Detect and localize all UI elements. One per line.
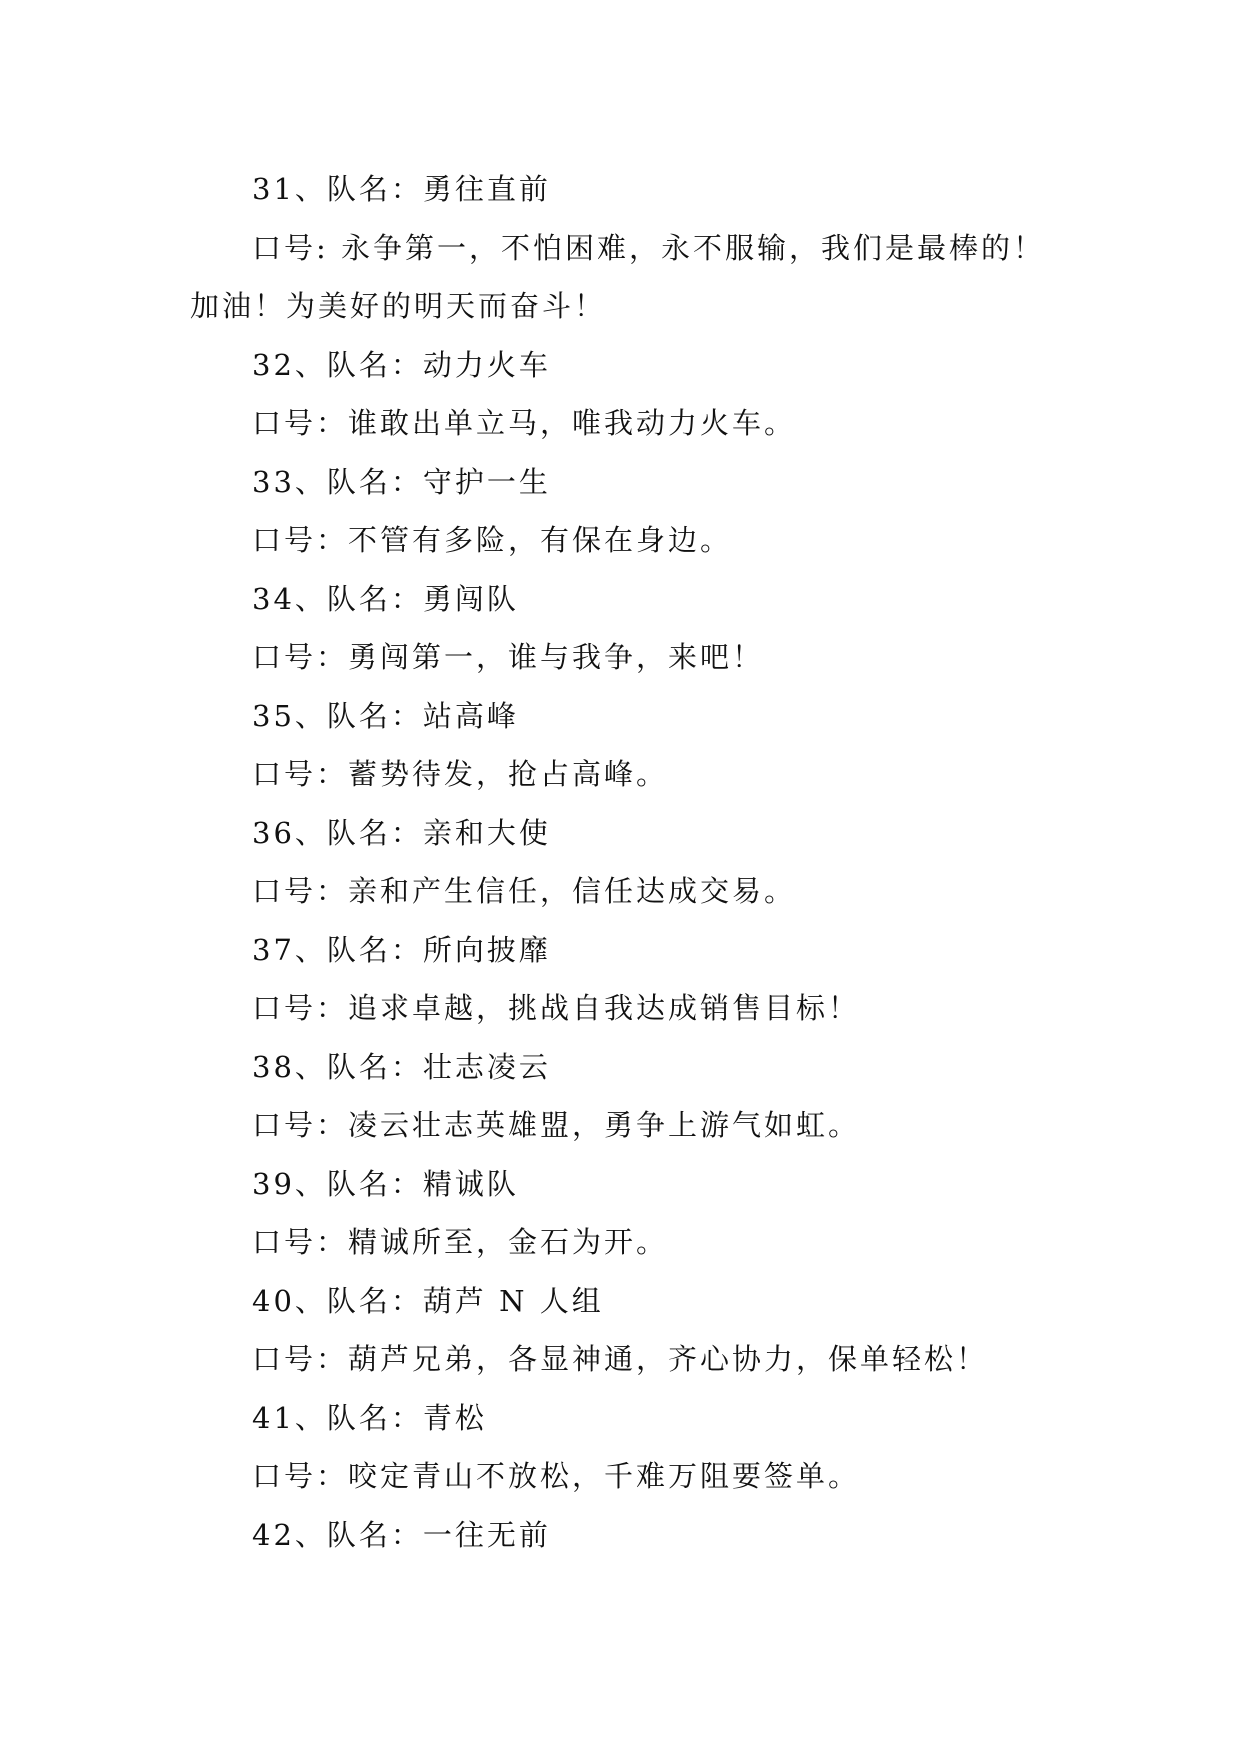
paragraph-line: 31、队名：勇往直前 [252, 172, 551, 206]
paragraph-line: 41、队名：青松 [252, 1400, 487, 1435]
paragraph-line: 35、队名：站高峰 [252, 698, 519, 733]
paragraph-line: 口号：葫芦兄弟，各显神通，齐心协力，保单轻松！ [252, 1342, 989, 1376]
paragraph-line: 口号：勇闯第一，谁与我争，来吧！ [252, 640, 765, 674]
paragraph-line: 口号: 永争第一，不怕困难，永不服输，我们是最棒的！ [252, 230, 1045, 265]
paragraph-line: 36、队名：亲和大使 [252, 815, 551, 850]
paragraph-line: 口号：不管有多险，有保在身边。 [252, 523, 733, 557]
paragraph-line: 40、队名：葫芦 N 人组 [252, 1283, 604, 1318]
paragraph-line: 口号：精诚所至，金石为开。 [252, 1225, 669, 1259]
paragraph-line: 42、队名：一往无前 [252, 1517, 551, 1552]
paragraph-line: 38、队名：壮志凌云 [252, 1049, 551, 1084]
paragraph-line: 口号：咬定青山不放松，千难万阻要签单。 [252, 1459, 861, 1493]
document-body [190, 160, 1070, 1564]
paragraph-line: 口号：谁敢出单立马，唯我动力火车。 [252, 406, 797, 440]
paragraph-line: 37、队名：所向披靡 [252, 932, 551, 967]
paragraph-line: 33、队名：守护一生 [252, 464, 551, 499]
paragraph-line: 口号：蓄势待发，抢占高峰。 [252, 757, 669, 791]
paragraph-continuation-line: 加油！为美好的明天而奋斗！ [190, 289, 607, 323]
paragraph-line: 32、队名：动力火车 [252, 347, 551, 382]
paragraph-line: 口号：追求卓越，挑战自我达成销售目标！ [252, 991, 861, 1025]
paragraph-line: 39、队名：精诚队 [252, 1166, 519, 1201]
paragraph-line: 口号：凌云壮志英雄盟，勇争上游气如虹。 [252, 1108, 861, 1142]
paragraph-line: 口号：亲和产生信任，信任达成交易。 [252, 874, 797, 908]
paragraph-line: 34、队名：勇闯队 [252, 581, 519, 616]
